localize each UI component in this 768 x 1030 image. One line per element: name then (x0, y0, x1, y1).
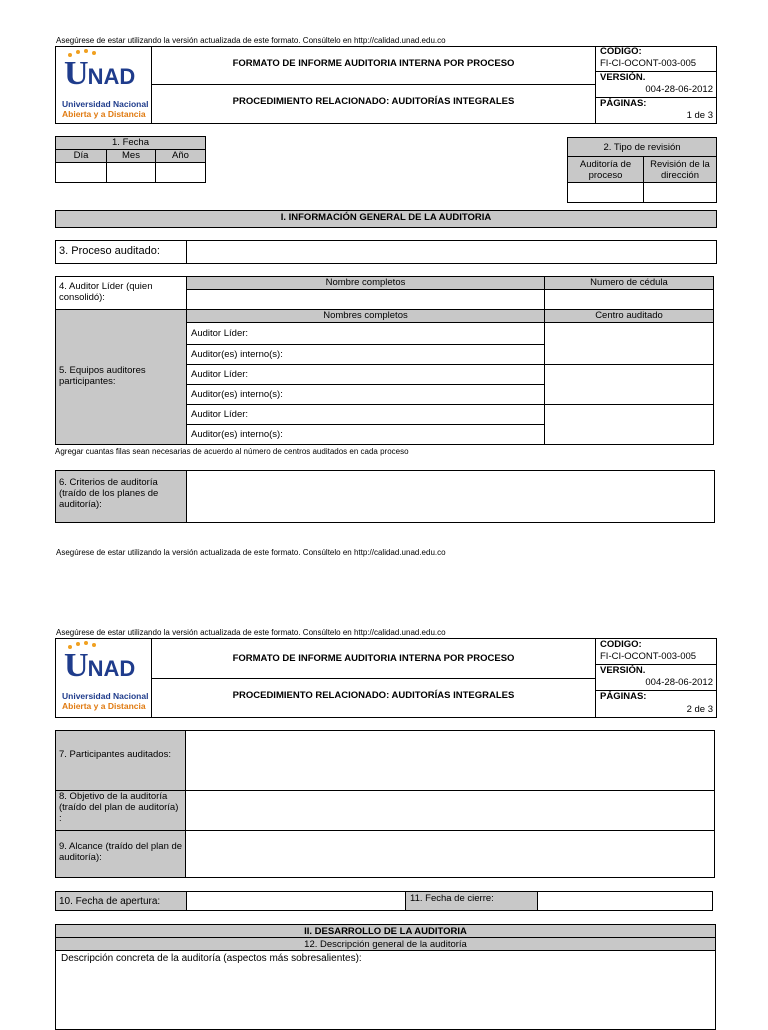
cierre-label: 11. Fecha de cierre: (405, 891, 538, 911)
alcance-label: 9. Alcance (traído del plan de auditoría): (59, 841, 183, 863)
document-header (55, 46, 717, 124)
auditor-lider-label: 4. Auditor Líder (quien consolidó): (59, 281, 153, 303)
centro-auditado-header: Centro auditado (544, 309, 714, 323)
objetivo-field[interactable] (185, 790, 715, 831)
form-title: FORMATO DE INFORME AUDITORIA INTERNA POR PROCESO (232, 653, 515, 664)
fecha-mes-field[interactable] (106, 162, 156, 183)
participantes-label: 7. Participantes auditados: (59, 749, 171, 760)
auditor-lider-cedula-field[interactable] (544, 289, 714, 310)
form-title: FORMATO DE INFORME AUDITORIA INTERNA POR PROCESO (232, 58, 515, 69)
objetivo-label: 8. Objetivo de la auditoría (traído del plan de auditoría) : (59, 791, 179, 824)
fecha-title: 1. Fecha (55, 136, 206, 150)
equipo-row[interactable]: Auditor Líder: (186, 322, 545, 345)
unad-logo: UNAD Universidad Nacional Abierta y a Distancia (56, 47, 152, 123)
codigo-value: FI-CI-OCONT-003-005 (600, 651, 697, 662)
paginas-label: PÁGINAS: (600, 98, 647, 109)
fecha-ano-field[interactable] (155, 162, 206, 183)
cierre-field[interactable] (537, 891, 713, 911)
procedure-title: PROCEDIMIENTO RELACIONADO: AUDITORÍAS INTEGRALES (232, 690, 515, 701)
version-label: VERSIÓN. (600, 72, 646, 83)
page-number: 2 de 3 (686, 704, 713, 715)
tipo-auditoria-field[interactable] (567, 182, 644, 203)
equipo-row[interactable]: Auditor Líder: (186, 404, 545, 425)
criterios-field[interactable] (186, 470, 715, 523)
equipo-row[interactable]: Auditor Líder: (186, 364, 545, 385)
codigo-value: FI-CI-OCONT-003-005 (600, 58, 697, 69)
tipo-auditoria-header: Auditoría de proceso (567, 156, 644, 183)
equipo-row[interactable]: Auditor(es) interno(s): (186, 384, 545, 405)
section-2-header: II. DESARROLLO DE LA AUDITORIA (55, 924, 716, 938)
proceso-field[interactable] (186, 240, 717, 264)
alcance-field[interactable] (185, 830, 715, 878)
participantes-field[interactable] (185, 730, 715, 791)
centro-auditado-field-1[interactable] (544, 322, 714, 365)
codigo-label: CODIGO: (600, 639, 642, 650)
document-header (55, 638, 717, 718)
version-label: VERSIÓN. (600, 665, 646, 676)
nombres-completos-header: Nombres completos (186, 309, 545, 323)
apertura-field[interactable] (186, 891, 406, 911)
fecha-mes-header: Mes (106, 149, 156, 163)
section-1-header: I. INFORMACIÓN GENERAL DE LA AUDITORIA (55, 210, 717, 228)
fecha-dia-field[interactable] (55, 162, 107, 183)
version-value: 004-28-06-2012 (645, 84, 713, 95)
proceso-label: 3. Proceso auditado: (59, 245, 160, 257)
auditor-lider-nombre-field[interactable] (186, 289, 545, 310)
centro-auditado-field-2[interactable] (544, 364, 714, 405)
equipo-row[interactable]: Auditor(es) interno(s): (186, 424, 545, 445)
version-value: 004-28-06-2012 (645, 677, 713, 688)
notice-top: Asegúrese de estar utilizando la versión actualizada de este formato. Consúltelo en http://calidad.unad.edu.co (56, 36, 446, 45)
tipo-revision-field[interactable] (643, 182, 717, 203)
descripcion-text: Descripción concreta de la auditoría (aspectos más sobresalientes): (61, 953, 362, 964)
agregar-note: Agregar cuantas filas sean necesarias de acuerdo al número de centros auditados en cada proceso (55, 447, 409, 456)
unad-logo: UNAD Universidad Nacional Abierta y a Distancia (56, 639, 152, 717)
criterios-label: 6. Criterios de auditoría (traído de los planes de auditoría): (59, 477, 159, 510)
centro-auditado-field-3[interactable] (544, 404, 714, 445)
tipo-title: 2. Tipo de revisión (567, 137, 717, 157)
equipo-row[interactable]: Auditor(es) interno(s): (186, 344, 545, 365)
cedula-header: Numero de cédula (544, 276, 714, 290)
apertura-label: 10. Fecha de apertura: (59, 896, 161, 907)
tipo-revision-header: Revisión de la dirección (643, 156, 717, 183)
nombre-completos-header: Nombre completos (186, 276, 545, 290)
notice-top: Asegúrese de estar utilizando la versión actualizada de este formato. Consúltelo en http://calidad.unad.edu.co (56, 628, 446, 637)
descripcion-title: 12. Descripción general de la auditoría (55, 937, 716, 951)
procedure-title: PROCEDIMIENTO RELACIONADO: AUDITORÍAS INTEGRALES (232, 96, 515, 107)
equipos-label: 5. Equipos auditores participantes: (59, 365, 146, 387)
fecha-dia-header: Día (55, 149, 107, 163)
codigo-label: CODIGO: (600, 46, 642, 57)
paginas-label: PÁGINAS: (600, 691, 647, 702)
notice-bottom: Asegúrese de estar utilizando la versión actualizada de este formato. Consúltelo en http://calidad.unad.edu.co (56, 548, 446, 557)
fecha-ano-header: Año (155, 149, 206, 163)
page-number: 1 de 3 (686, 110, 713, 121)
